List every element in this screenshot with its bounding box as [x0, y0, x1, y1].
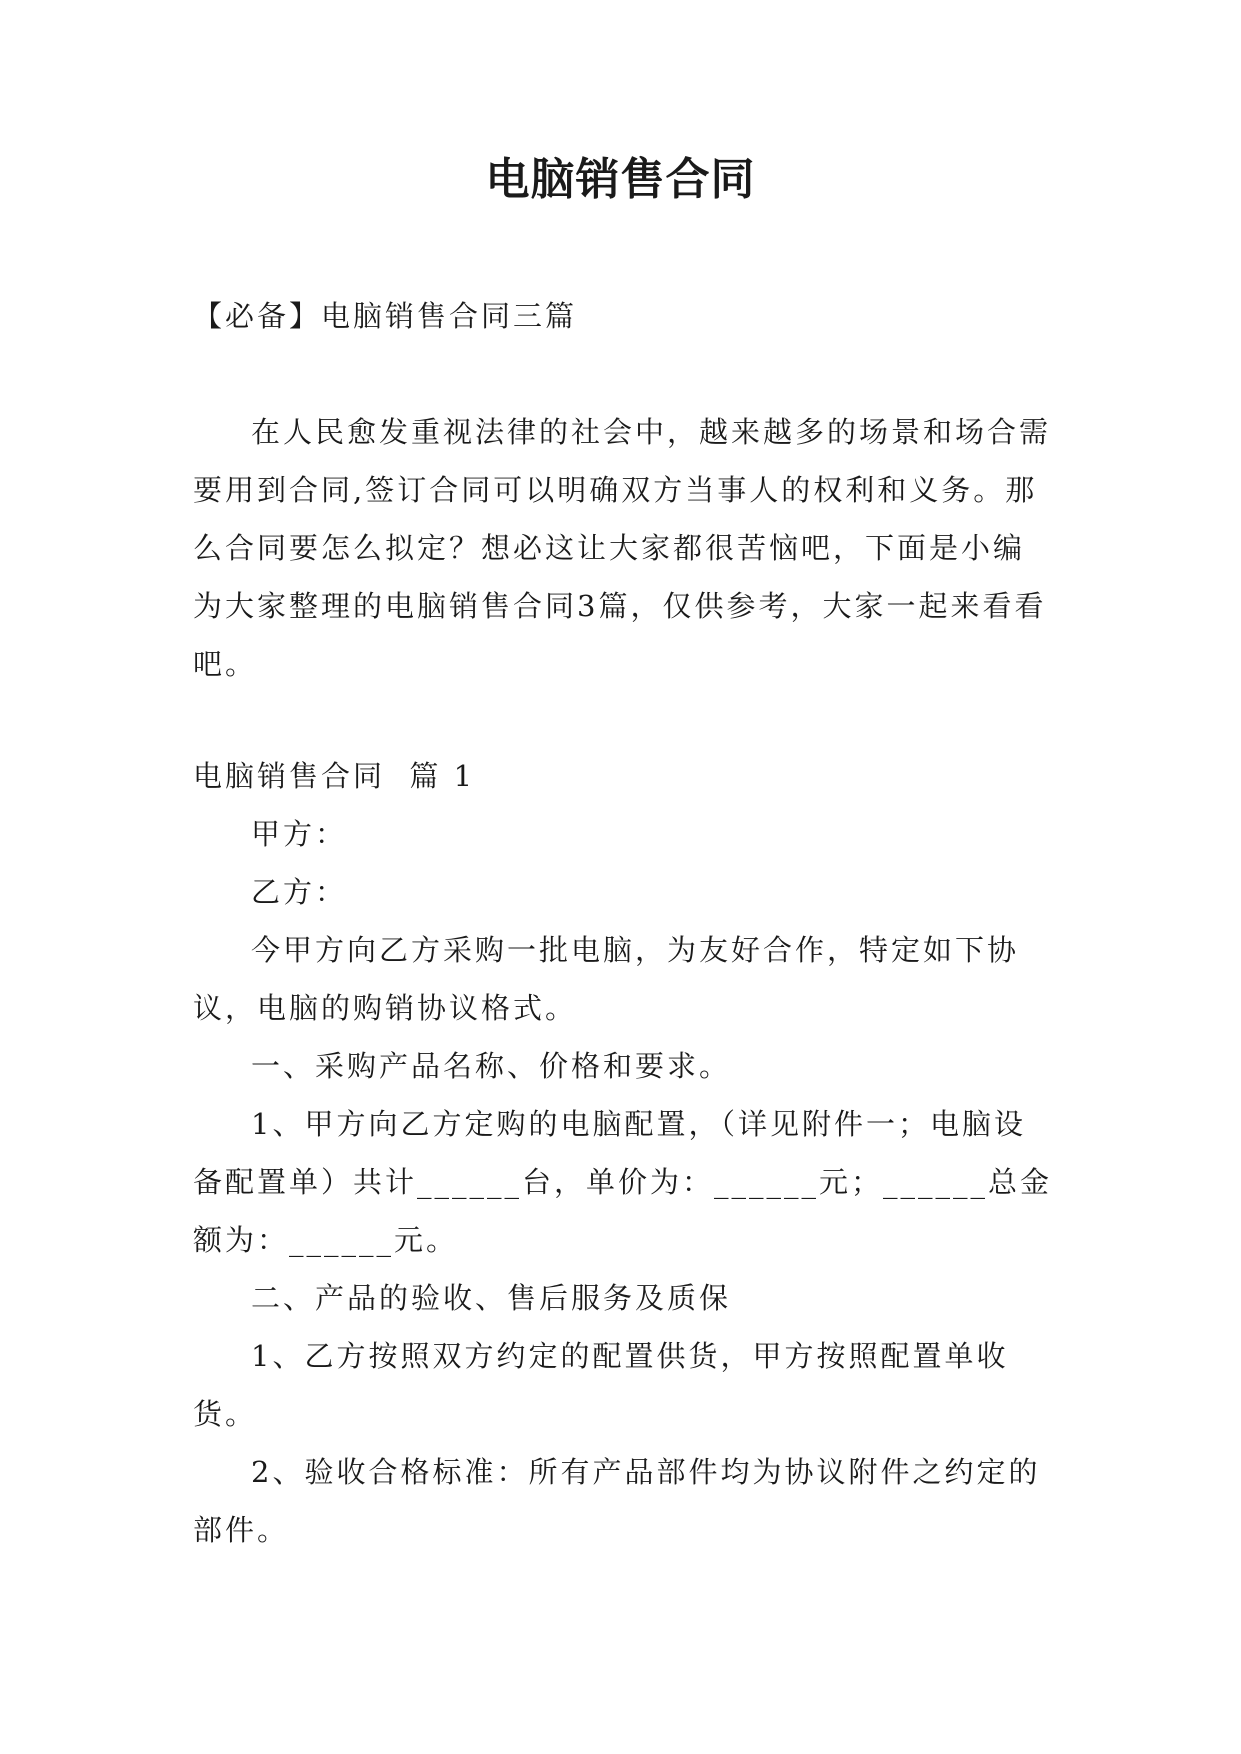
party-b-line: 乙方：: [251, 875, 348, 909]
document-subtitle: 【必备】电脑销售合同三篇: [193, 299, 578, 333]
clause-heading-2: 二、产品的验收、售后服务及质保: [251, 1281, 732, 1315]
clause-heading-1: 一、采购产品名称、价格和要求。: [251, 1049, 732, 1083]
agreement-preamble: 今甲方向乙方采购一批电脑，为友好合作，特定如下协议，电脑的购销协议格式。: [193, 933, 1020, 1025]
intro-paragraph: 在人民愈发重视法律的社会中，越来越多的场景和场合需要用到合同,签订合同可以明确双方当事人的权利和义务。那么合同要怎么拟定？想必这让大家都很苦恼吧，下面是小编为大家整理的电脑销售合同3篇，仅供参考，大家一起来看看吧。: [193, 415, 1052, 681]
section-heading: 电脑销售合同 篇 1: [193, 759, 476, 793]
document-title: 电脑销售合同: [485, 154, 756, 205]
party-a-line: 甲方：: [251, 817, 348, 851]
clause-1-item-1: 1、甲方向乙方定购的电脑配置，（详见附件一；电脑设备配置单）共计______台，单价为：______元；______总金额为：______元。: [193, 1107, 1053, 1257]
clause-2-item-2: 2、验收合格标准：所有产品部件均为协议附件之约定的部件。: [193, 1455, 1041, 1547]
document-body: [193, 287, 1055, 1559]
clause-2-item-1: 1、乙方按照双方约定的配置供货，甲方按照配置单收货。: [193, 1339, 1009, 1431]
